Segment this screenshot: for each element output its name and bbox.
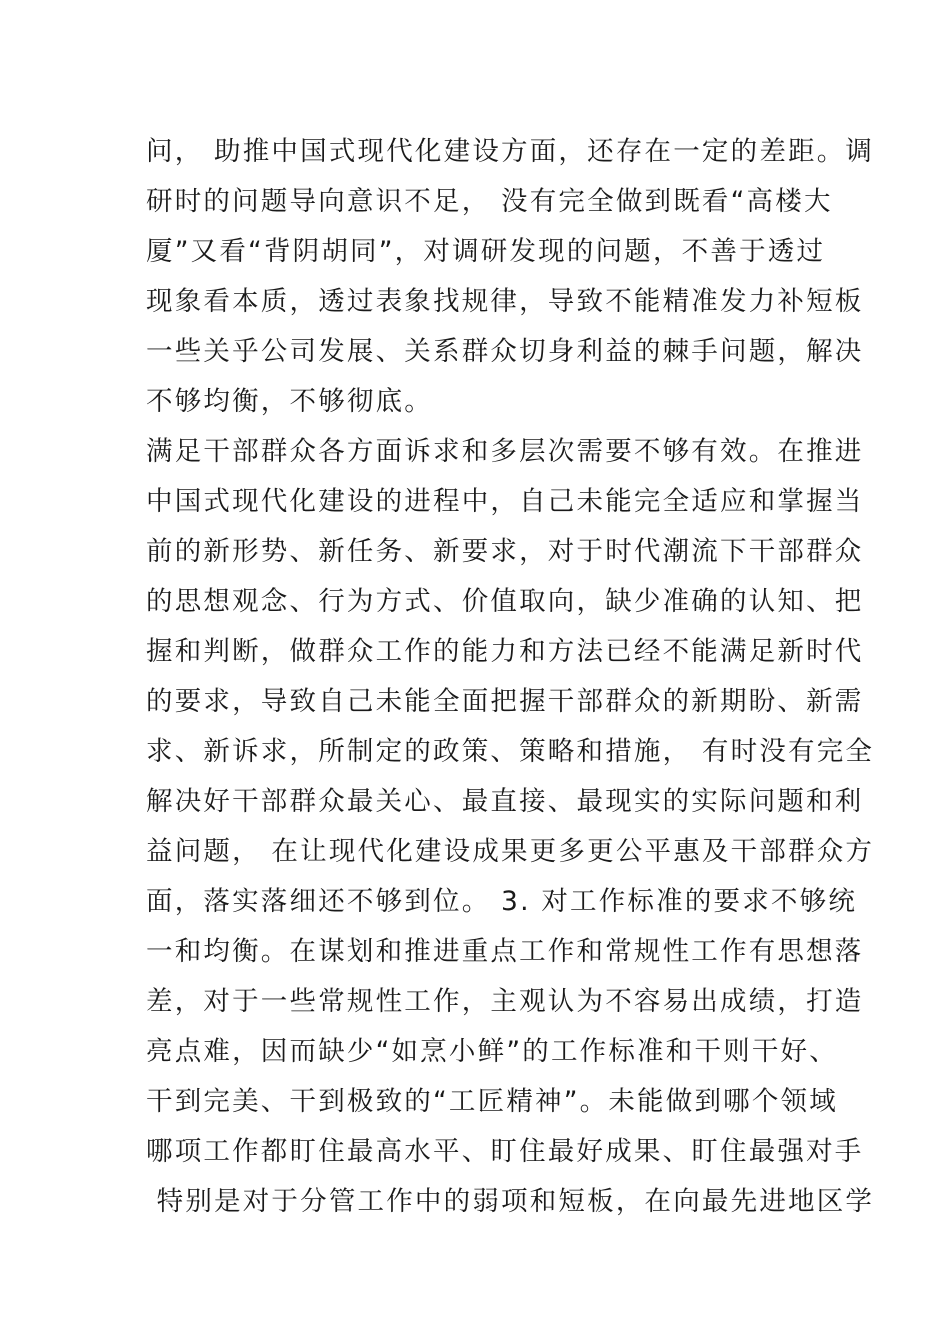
text-line: 哪项工作都盯住最高水平、盯住最好成果、盯住最强对手 (146, 1136, 864, 1167)
text-line: 一和均衡。在谋划和推进重点工作和常规性工作有思想落 (146, 936, 864, 967)
text-line: 面，落实落细还不够到位。 3. 对工作标准的要求不够统 (146, 886, 858, 917)
text-line: 研时的问题导向意识不足， 没有完全做到既看“高楼大 (146, 186, 833, 217)
text-line: 满足干部群众各方面诉求和多层次需要不够有效。在推进 (146, 436, 864, 467)
text-line: 的要求，导致自己未能全面把握干部群众的新期盼、新需 (146, 686, 864, 717)
text-line: 握和判断，做群众工作的能力和方法已经不能满足新时代 (146, 636, 864, 667)
text-line: 厦”又看“背阴胡同”，对调研发现的问题，不善于透过 (146, 236, 826, 267)
text-line: 特别是对于分管工作中的弱项和短板，在向最先进地区学 (146, 1186, 875, 1217)
text-line: 的思想观念、行为方式、价值取向，缺少准确的认知、把 (146, 586, 864, 617)
text-line: 不够均衡，不够彻底。 (146, 386, 433, 417)
text-line: 现象看本质，透过表象找规律，导致不能精准发力补短板 (146, 286, 864, 317)
text-line: 中国式现代化建设的进程中，自己未能完全适应和掌握当 (146, 486, 864, 517)
text-line: 益问题， 在让现代化建设成果更多更公平惠及干部群众方 (146, 836, 875, 867)
text-line: 问， 助推中国式现代化建设方面，还存在一定的差距。调 (146, 136, 875, 167)
text-line: 求、新诉求，所制定的政策、策略和措施， 有时没有完全 (146, 736, 875, 767)
text-line: 亮点难，因而缺少“如烹小鲜”的工作标准和干则干好、 (146, 1036, 838, 1067)
text-line: 解决好干部群众最关心、最直接、最现实的实际问题和利 (146, 786, 864, 817)
text-line: 前的新形势、新任务、新要求，对于时代潮流下干部群众 (146, 536, 864, 567)
text-line: 一些关乎公司发展、关系群众切身利益的棘手问题，解决 (146, 336, 864, 367)
text-line: 干到完美、干到极致的“工匠精神”。未能做到哪个领域 (146, 1086, 838, 1117)
text-line: 差，对于一些常规性工作，主观认为不容易出成绩，打造 (146, 986, 864, 1017)
